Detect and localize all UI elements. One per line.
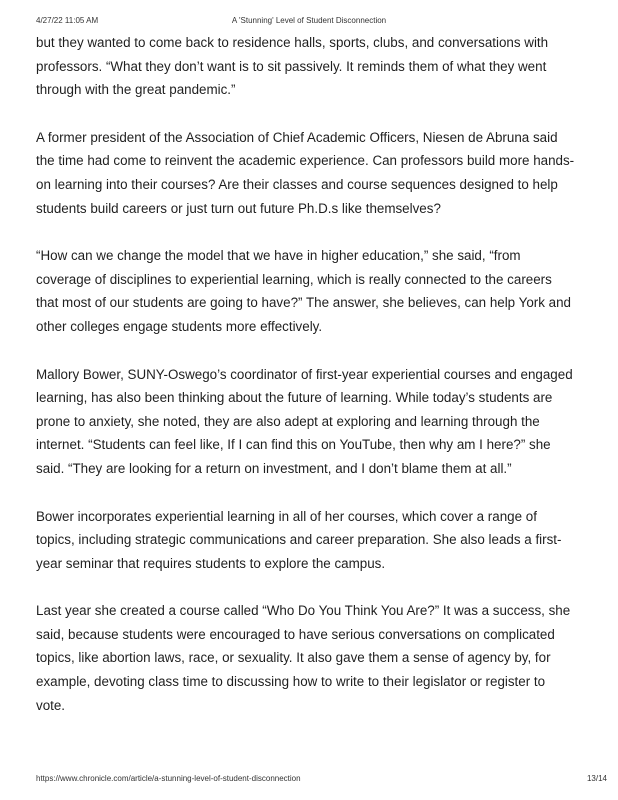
text-line: other colleges engage students more effectively. bbox=[36, 318, 323, 334]
text-line: “How can we change the model that we have in higher education,” she said, “from bbox=[36, 248, 521, 264]
text-line: example, devoting class time to discussing how to write to their legislator or register to bbox=[36, 674, 546, 690]
text-line: the time had come to reinvent the academic experience. Can professors build more hands- bbox=[36, 153, 575, 169]
text-line: topics, like abortion laws, race, or sexuality. It also gave them a sense of agency by, for bbox=[36, 650, 551, 666]
text-line: that most of our students are going to have?” The answer, she believes, can help York and bbox=[36, 295, 571, 311]
print-footer bbox=[0, 774, 618, 784]
paragraph bbox=[36, 126, 584, 220]
article-body bbox=[36, 31, 584, 741]
text-line: said. “They are looking for a return on investment, and I don’t blame them at all.” bbox=[36, 460, 512, 476]
text-line: students build careers or just turn out future Ph.D.s like themselves? bbox=[36, 200, 441, 216]
print-date: 4/27/22 11:05 AM bbox=[36, 16, 99, 25]
paragraph bbox=[36, 363, 584, 481]
paragraph bbox=[36, 31, 584, 102]
text-line: Bower incorporates experiential learning in all of her courses, which cover a range of bbox=[36, 508, 537, 524]
page-url: https://www.chronicle.com/article/a-stunning-level-of-student-disconnection bbox=[36, 774, 301, 783]
text-line: internet. “Students can feel like, If I can find this on YouTube, then why am I here?” she bbox=[36, 437, 551, 453]
text-line: Last year she created a course called “Who Do You Think You Are?” It was a success, she bbox=[36, 603, 571, 619]
text-line: learning, has also been thinking about the future of learning. While today’s students are bbox=[36, 390, 553, 406]
paragraph bbox=[36, 599, 584, 717]
page-number: 13/14 bbox=[586, 774, 607, 783]
paragraph bbox=[36, 505, 584, 576]
text-line: but they wanted to come back to residence halls, sports, clubs, and conversations with bbox=[36, 35, 549, 50]
text-line: vote. bbox=[36, 697, 66, 713]
text-line: professors. “What they don’t want is to sit passively. It reminds them of what they went bbox=[36, 58, 547, 74]
text-line: prone to anxiety, she noted, they are also adept at exploring and learning through the bbox=[36, 413, 540, 429]
text-line: Mallory Bower, SUNY-Oswego’s coordinator of first-year experiential courses and engaged bbox=[36, 366, 573, 382]
text-line: topics, including strategic communications and career preparation. She also leads a first- bbox=[36, 532, 562, 548]
print-page-title: A 'Stunning' Level of Student Disconnection bbox=[231, 16, 387, 25]
text-line: said, because students were encouraged to have serious conversations on complicated bbox=[36, 626, 555, 642]
text-line: through with the great pandemic.” bbox=[36, 82, 236, 98]
print-header bbox=[0, 16, 618, 26]
text-line: year seminar that requires students to explore the campus. bbox=[36, 555, 386, 571]
text-line: A former president of the Association of Chief Academic Officers, Niesen de Abruna said bbox=[36, 129, 558, 145]
text-line: on learning into their courses? Are their classes and course sequences designed to help bbox=[36, 176, 558, 192]
text-line: coverage of disciplines to experiential learning, which is really connected to the careers bbox=[36, 271, 552, 287]
paragraph bbox=[36, 244, 584, 338]
